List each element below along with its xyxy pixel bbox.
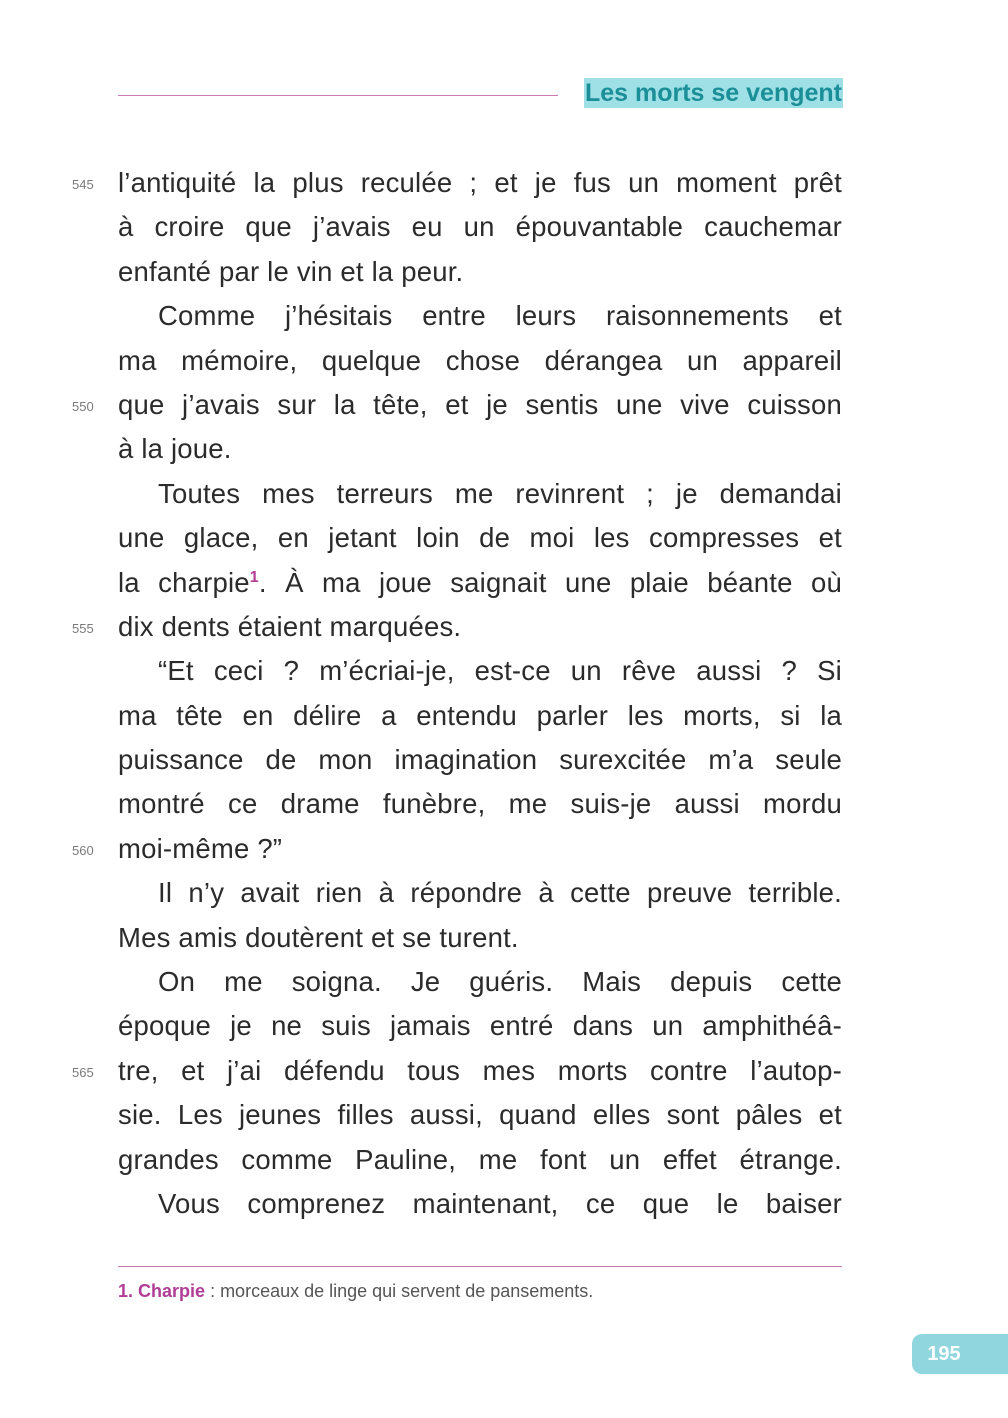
line-number: 560 — [72, 842, 94, 858]
text-line: la charpie$^1$. À ma joue saignait une plaie béante où — [118, 566, 842, 598]
text-line: On me soigna. Je guéris. Mais depuis cette — [158, 966, 842, 998]
text-line: montré ce drame funèbre, me suis-je aussi mordu — [118, 788, 842, 820]
text-line: une glace, en jetant loin de moi les compresses et — [118, 522, 842, 554]
text-line: Mes amis doutèrent et se turent. — [118, 921, 519, 953]
text-line: Toutes mes terreurs me revinrent ; je demandai — [158, 477, 842, 509]
text-line: 550 que j’avais sur la tête, et je sentis une vive cuisson — [118, 383, 842, 427]
text-line: puissance de mon imagination surexcitée m’a seule — [118, 744, 842, 776]
footnote-number: 1. — [118, 1281, 134, 1301]
text-line: grandes comme Pauline, me font un effet étrange. — [118, 1143, 842, 1175]
text-line: ma mémoire, quelque chose dérangea un appareil — [118, 344, 842, 376]
text-line: époque je ne suis jamais entré dans un amphithéâ- — [118, 1010, 842, 1042]
body-text — [72, 161, 842, 1226]
text-line: enfanté par le vin et la peur. — [118, 255, 464, 287]
text-line: 565 tre, et j’ai défendu tous mes morts contre l’autop- — [118, 1049, 842, 1093]
text-line: sie. Les jeunes filles aussi, quand elles sont pâles et — [118, 1099, 842, 1131]
text-line: “Et ceci ? m’écriai-je, est-ce un rêve aussi ? Si — [158, 655, 842, 687]
footnote-definition: : morceaux de linge qui servent de pansements. — [205, 1281, 594, 1301]
page-number: 195 — [927, 1343, 961, 1365]
footnote-rule — [118, 1266, 842, 1267]
text-line: 555 dix dents étaient marquées. — [118, 605, 842, 649]
text-line: à la joue. — [118, 433, 232, 465]
line-number: 555 — [72, 620, 94, 636]
text-line: Vous comprenez maintenant, ce que le baiser — [158, 1187, 842, 1219]
line-number: 550 — [72, 398, 94, 414]
text-line: ma tête en délire a entendu parler les morts, si la — [118, 699, 842, 731]
footnote-reference[interactable]: 1 — [249, 568, 259, 586]
page-number-tab — [912, 1334, 1008, 1374]
text-line: 560 moi-même ?” — [118, 827, 842, 871]
text-line: 545 l’antiquité la plus reculée ; et je fus un moment prêt — [118, 161, 842, 205]
text-line: à croire que j’avais eu un épouvantable cauchemar — [118, 211, 842, 243]
line-number: 565 — [72, 1064, 94, 1080]
line-number: 545 — [72, 177, 94, 192]
footnote-term: Charpie — [138, 1281, 206, 1301]
text-line: Comme j’hésitais entre leurs raisonnements et — [158, 300, 842, 332]
running-title: Les morts se vengent — [584, 79, 842, 107]
text-line: Il n’y avait rien à répondre à cette preuve terrible. — [158, 877, 842, 909]
footnote — [118, 1281, 593, 1302]
header-rule — [118, 95, 558, 96]
